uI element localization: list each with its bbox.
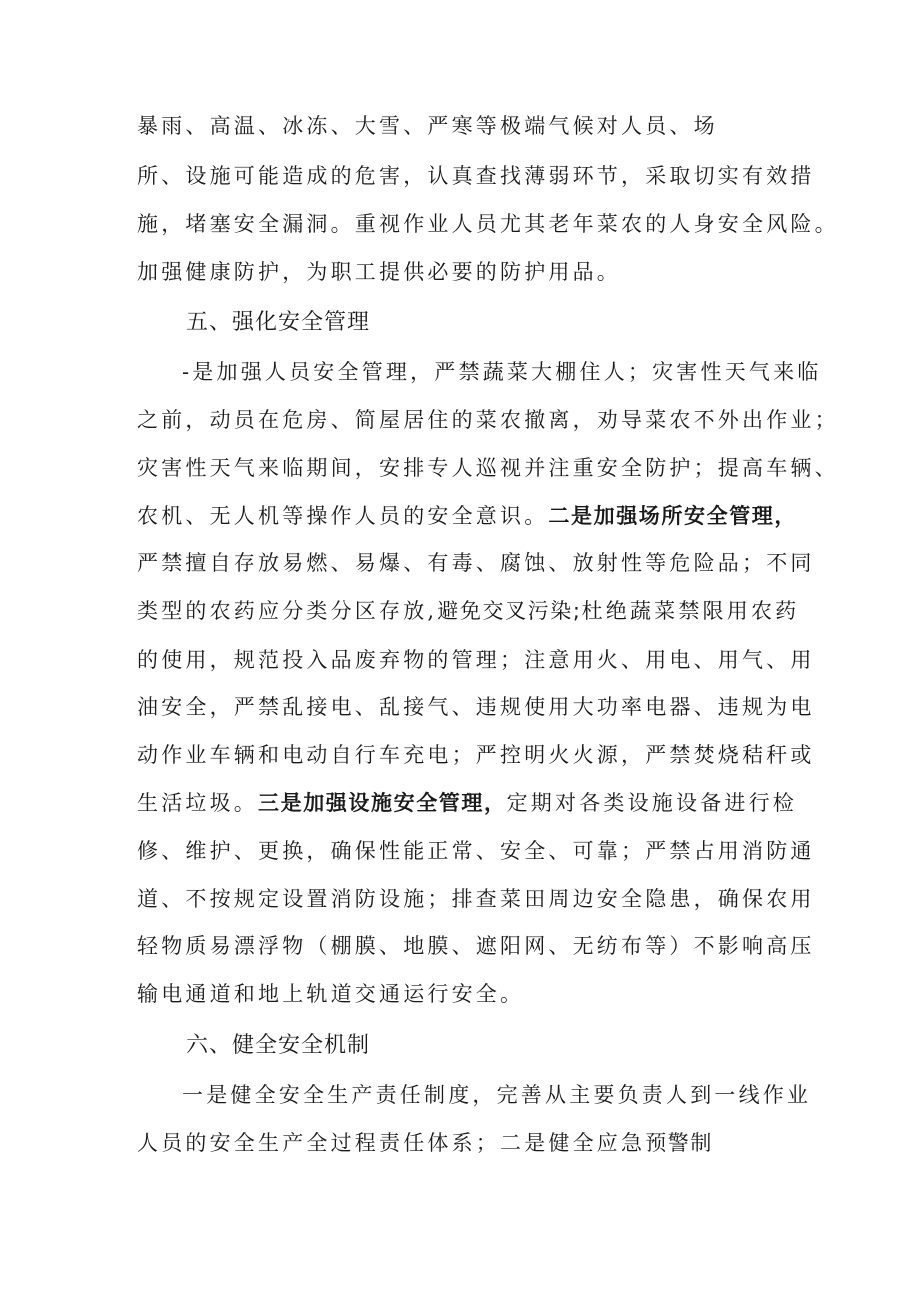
paragraph-line: 加强健康防护，为职工提供必要的防护用品。: [137, 260, 621, 284]
paragraph-line: 灾害性天气来临期间，安排专人巡视并注重安全防护；提高车辆、: [137, 456, 839, 480]
section-heading-5: 五、强化安全管理: [186, 310, 371, 335]
section-heading-6: 六、健全安全机制: [186, 1033, 371, 1058]
paragraph-line: 道、不按规定设置消防设施；排查菜田周边安全隐患，确保农用: [137, 887, 815, 911]
paragraph-line: 油安全，严禁乱接电、乱接气、违规使用大功率电器、违规为电: [137, 695, 815, 719]
paragraph-line: [137, 1129, 713, 1157]
paragraph-line: 严禁擅自存放易燃、易爆、有毒、腐蚀、放射性等危险品；不同: [137, 551, 815, 575]
paragraph-line: 所、设施可能造成的危害，认真查找薄弱环节，采取切实有效措: [137, 164, 815, 188]
paragraph-line: 一是健全安全生产责任制度，完善从主要负责人到一线作业: [182, 1083, 812, 1107]
paragraph-line: 暴雨、高温、冰冻、大雪、严寒等极端气候对人员、场: [137, 114, 718, 138]
text-run: 生活垃圾。: [137, 791, 258, 815]
emphasis-run: 三是加强设施安全管理，: [258, 791, 507, 815]
paragraph-line: [137, 597, 799, 625]
paragraph-line: 的使用，规范投入品废弃物的管理；注意用火、用电、用气、用: [137, 648, 815, 672]
paragraph-line: 输电通道和地上轨道交通运行安全。: [137, 982, 525, 1006]
emphasis-run: 二是加强场所安全管理，: [548, 504, 798, 528]
text-run: 农机、无人机等操作人员的安全意识。: [137, 504, 549, 528]
paragraph-line: 轻物质易漂浮物（棚膜、地膜、遮阳网、无纺布等）不影响高压: [137, 934, 815, 958]
text-run: 人员的安全生产全过程责任体系；二是健全应急: [137, 1131, 646, 1155]
paragraph-line: 修、维护、更换，确保性能正常、安全、可靠；严禁占用消防通: [137, 839, 815, 863]
paragraph-line: 动作业车辆和电动自行车充电；严控明火火源，严禁焚烧秸秆或: [137, 743, 815, 767]
paragraph-line: [137, 789, 797, 817]
paragraph-line: [137, 502, 797, 530]
paragraph-line: -是加强人员安全管理，严禁蔬菜大棚住人；灾害性天气来临: [182, 360, 822, 384]
text-run: 类型的农药应分类分区存放,: [137, 599, 438, 623]
text-run: 定期对各类设施设备进行检: [506, 791, 798, 815]
text-run: 预警制: [645, 1131, 714, 1155]
paragraph-line: 施，堵塞安全漏洞。重视作业人员尤其老年菜农的人身安全风险。: [137, 212, 839, 236]
text-run: 杜绝蔬菜禁限用农药: [581, 599, 800, 623]
text-run: 避免交叉污染;: [437, 599, 582, 623]
paragraph-line: 之前，动员在危房、简屋居住的菜农撤离，劝导菜农不外出作业；: [137, 408, 839, 432]
